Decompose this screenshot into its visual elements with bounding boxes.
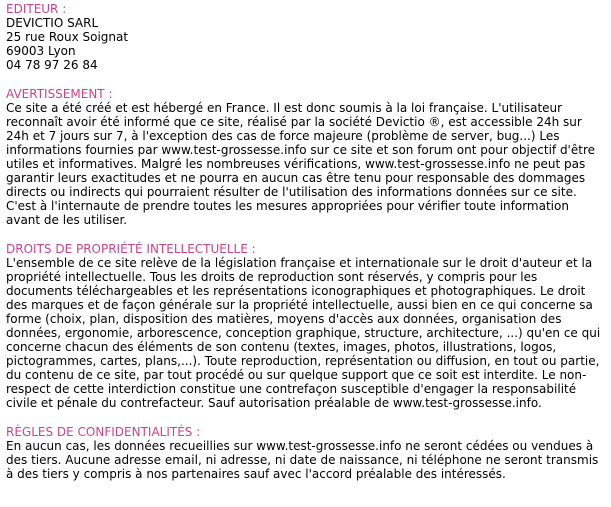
privacy-section [6, 425, 603, 481]
warning-section [6, 87, 603, 227]
privacy-heading: RÈGLES DE CONFIDENTIALITÉS : [6, 425, 201, 439]
editor-heading: EDITEUR : [6, 2, 67, 16]
warning-text: Ce site a été créé et est hébergé en France. Il est donc soumis à la loi française. L'utilisateur reconnaît avoir été informé que ce site, réalisé par la société Devictio ®, est accessible 24h sur 24h et 7 jours sur 7, à l'exception des cas de force majeure (problème de server, bug...) Les informations fournies par www.test-grossesse.info sur ce site et son forum ont pour objectif d'être utiles et informatives. Malgré les nombreuses vérifications, www.test-grossesse.info ne peut pas garantir leurs exactitudes et ne pourra en aucun cas être tenu pour responsable des dommages directs ou indirects qui pourraient résulter de l'utilisation des informations données sur ce site. C'est à l'internaute de prendre toutes les mesures appropriées pour vérifier toute information avant de les utiliser. [6, 101, 595, 227]
editor-company: DEVICTIO SARL [6, 16, 99, 30]
intellectual-property-section [6, 242, 603, 410]
editor-section [6, 2, 603, 72]
privacy-text: En aucun cas, les données recueillies sur www.test-grossesse.info ne seront cédées ou vendues à des tiers. Aucune adresse email, ni adresse, ni date de naissance, ni téléphone ne seront transmis à des tiers y compris à nos partenaires sauf avec l'accord préalable des intéressés. [6, 439, 599, 481]
editor-phone: 04 78 97 26 84 [6, 58, 98, 72]
editor-city: 69003 Lyon [6, 44, 76, 58]
editor-street: 25 rue Roux Soignat [6, 30, 129, 44]
intellectual-property-heading: DROITS DE PROPRIÉTÉ INTELLECTUELLE : [6, 242, 256, 256]
warning-heading: AVERTISSEMENT : [6, 87, 113, 101]
intellectual-property-text: L'ensemble de ce site relève de la législation française et internationale sur le droit d'auteur et la propriété intellectuelle. Tous les droits de reproduction sont réservés, y compris pour les documents téléchargeables et les représentations iconographiques et photographiques. Le droit des marques et de façon générale sur la propriété intellectuelle, aussi bien en ce qui concerne sa forme (choix, plan, disposition des matières, moyens d'accès aux données, organisation des données, ergonomie, arborescence, conception graphique, structure, architecture, ...) qu'en ce qui concerne chacun des éléments de son contenu (textes, images, photos, illustrations, logos, pictogrammes, cartes, plans,...). Toute reproduction, représentation ou diffusion, en tout ou partie, du contenu de ce site, par tout procédé ou sur quelque support que ce soit est interdite. Le non-respect de cette interdiction constitue une contrefaçon susceptible d'engager la responsabilité civile et pénale du contrefacteur. Sauf autorisation préalable de www.test-grossesse.info. [6, 256, 601, 410]
